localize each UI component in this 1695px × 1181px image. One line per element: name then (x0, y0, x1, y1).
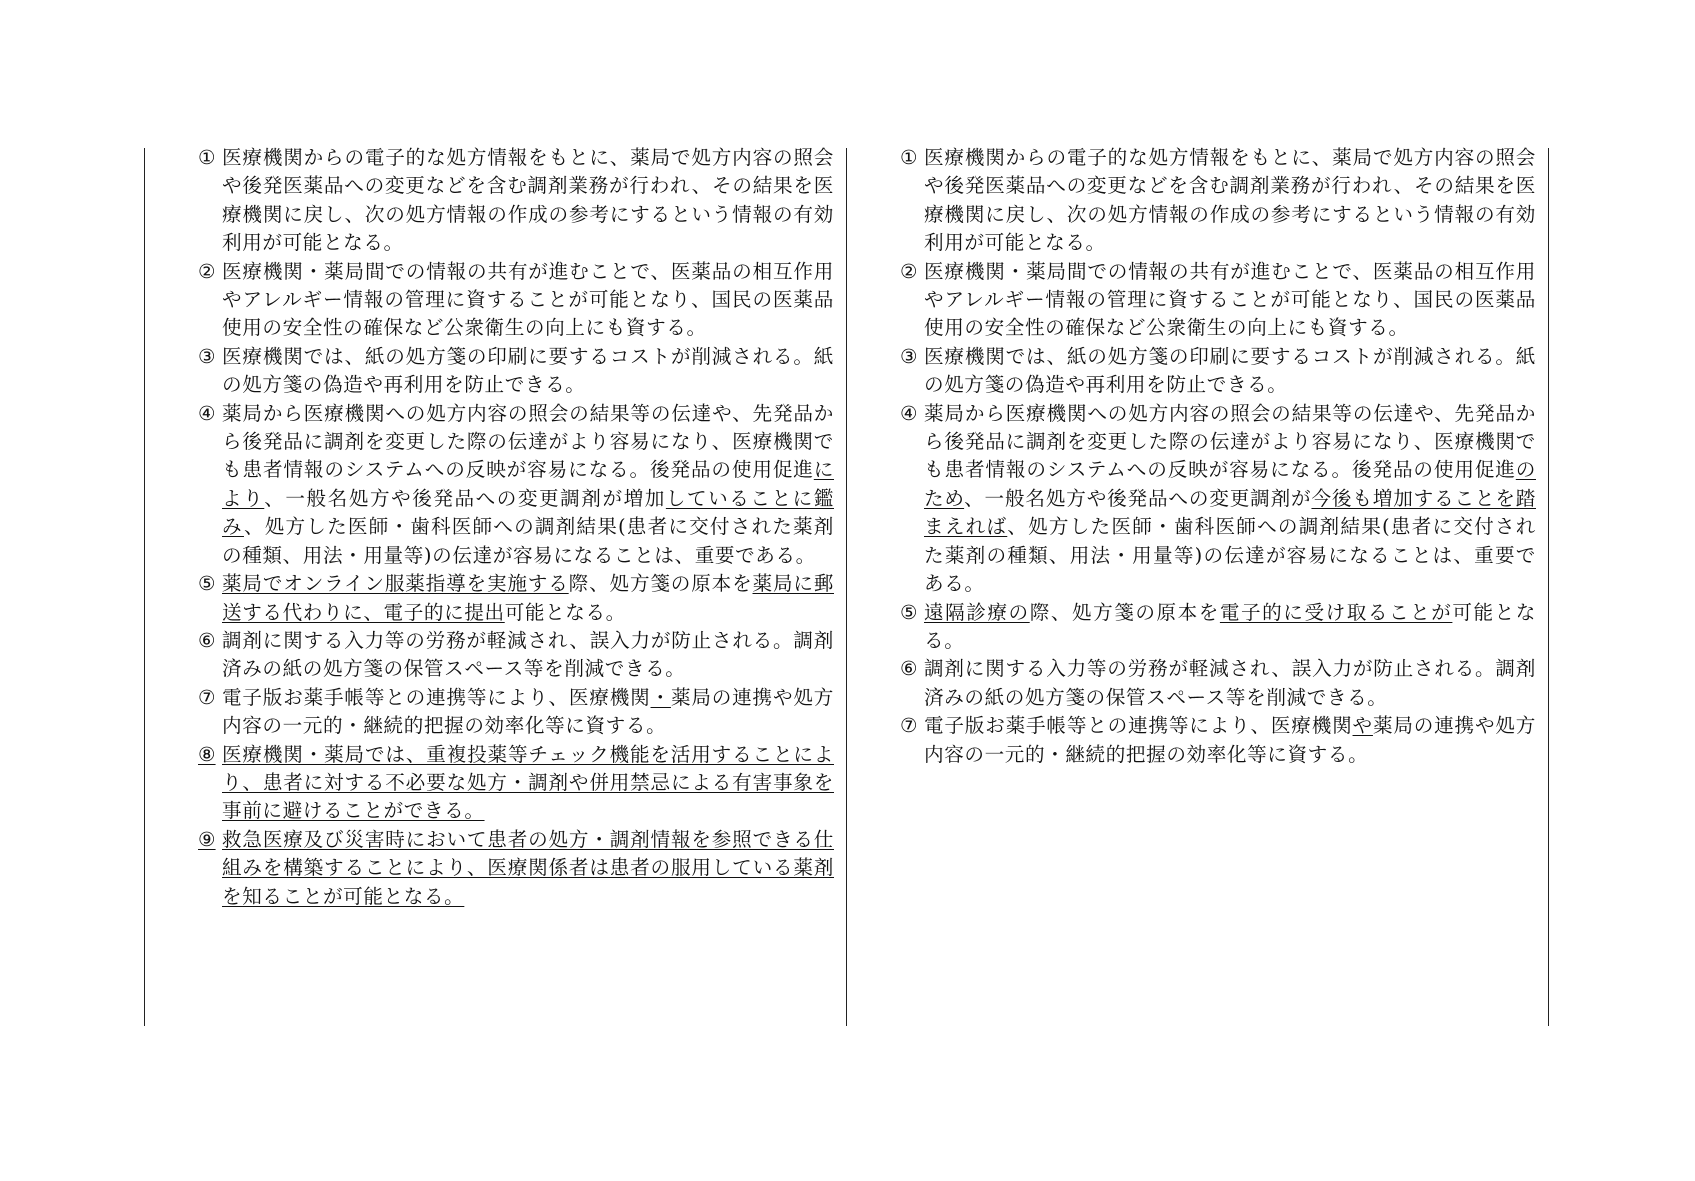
underlined-change: ・ (650, 685, 671, 709)
item-number: ⑨ (198, 827, 216, 851)
item-text (924, 400, 1536, 599)
item-number: ⑦ (900, 714, 918, 738)
text-segment: 薬局の連携や処方内容の一元的・継続的把握の効率化等に資する。 (222, 685, 834, 738)
item-number: ④ (198, 401, 216, 425)
item-number: ① (198, 146, 216, 169)
list-item (900, 599, 1536, 656)
underlined-change: 薬局でオンライン服薬指導を実施する (222, 572, 569, 596)
item-text (924, 599, 1536, 656)
item-text (222, 570, 834, 627)
text-segment: 、処方した医師・歯科医師への調剤結果(患者に交付された薬剤の種類、用法・用量等)の伝達が容易になることは、重要である。 (222, 515, 835, 567)
item-text: 医療機関では、紙の処方箋の印刷に要するコストが削減される。紙の処方箋の偽造や再利用を防止できる。 (924, 344, 1536, 397)
underlined-change: のため (924, 458, 1536, 510)
text-segment: 薬局から医療機関への処方内容の照会の結果等の伝達や、先発品から後発品に調剤を変更した際の伝達がより容易になり、医療機関でも患者情報のシステムへの反映が容易になる。後発品の使用促進 (222, 401, 834, 482)
text-segment: 、一般名処方や後発品への変更調剤が (964, 486, 1312, 510)
list-item (198, 826, 834, 911)
text-segment: 電子版お薬手帳等との連携等により、医療機関 (222, 685, 651, 709)
item-text: 調剤に関する入力等の労務が軽減され、誤入力が防止される。調剤済みの紙の処方箋の保管スペース等を削減できる。 (924, 657, 1536, 709)
right-column (900, 144, 1536, 769)
list-item (198, 258, 834, 343)
text-segment: 電子版お薬手帳等との連携等により、医療機関 (924, 714, 1353, 738)
item-text (924, 712, 1536, 769)
item-number: ③ (198, 344, 216, 368)
text-segment: 薬局から医療機関への処方内容の照会の結果等の伝達や、先発品から後発品に調剤を変更した際の伝達がより容易になり、医療機関でも患者情報のシステムへの反映が容易になる。後発品の使用促進 (924, 401, 1536, 482)
list-item (198, 741, 834, 826)
text-segment: 、処方した医師・歯科医師への調剤結果(患者に交付された薬剤の種類、用法・用量等)の伝達が容易になることは、重要である。 (924, 515, 1536, 596)
item-text: 医療機関からの電子的な処方情報をもとに、薬局で処方内容の照会や後発医薬品への変更などを含む調剤業務が行われ、その結果を医療機関に戻し、次の処方情報の作成の参考にするという情報の有効利用が可能となる。 (924, 146, 1536, 255)
item-text: 医療機関・薬局間での情報の共有が進むことで、医薬品の相互作用やアレルギー情報の管理に資することが可能となり、国民の医薬品使用の安全性の確保など公衆衛生の向上にも資する。 (222, 259, 834, 340)
item-number: ② (198, 259, 216, 283)
item-text: 医療機関・薬局では、重複投薬等チェック機能を活用することにより、患者に対する不必要な処方・調剤や併用禁忌による有害事象を事前に避けることができる。 (222, 742, 834, 823)
item-text (222, 400, 834, 570)
item-text: 調剤に関する入力等の労務が軽減され、誤入力が防止される。調剤済みの紙の処方箋の保管スペース等を削減できる。 (222, 628, 834, 681)
list-item (900, 144, 1536, 258)
underlined-change: や (1352, 714, 1373, 738)
list-item (198, 400, 834, 570)
item-number: ③ (900, 344, 918, 368)
text-segment: 可能となる。 (504, 600, 626, 624)
text-segment: 際、処方箋の原本を (1029, 600, 1220, 624)
text-segment: 薬局の連携や処方内容の一元的・継続的把握の効率化等に資する。 (924, 714, 1536, 766)
underlined-change: 今後も増加することを踏まえれば (924, 486, 1536, 539)
underlined-change: により (222, 458, 834, 510)
middle-divider-line (846, 148, 847, 1026)
underlined-change: 遠隔診療の (924, 600, 1030, 624)
list-item (900, 655, 1536, 712)
item-text: 医療機関・薬局間での情報の共有が進むことで、医薬品の相互作用やアレルギー情報の管理に資することが可能となり、国民の医薬品使用の安全性の確保など公衆衛生の向上にも資する。 (924, 259, 1536, 340)
list-item (900, 258, 1536, 343)
item-number: ⑤ (198, 572, 216, 596)
item-text: 救急医療及び災害時において患者の処方・調剤情報を参照できる仕組みを構築することにより、医療関係者は患者の服用している薬剤を知ることが可能となる。 (222, 827, 834, 908)
list-item (198, 343, 834, 400)
item-number: ⑧ (198, 742, 216, 766)
underlined-change: 薬局に郵送する代わりに、電子的に提出 (222, 572, 834, 624)
text-segment: 際、処方箋の原本を (568, 572, 753, 596)
left-border-line (144, 148, 145, 1026)
left-column (198, 144, 834, 911)
item-number: ① (900, 146, 918, 169)
right-border-line (1548, 148, 1549, 1026)
list-item (900, 343, 1536, 400)
text-segment: 可能となる。 (924, 600, 1537, 652)
item-text (222, 684, 834, 741)
list-item (198, 144, 834, 258)
item-number: ④ (900, 401, 918, 425)
list-item (900, 712, 1536, 769)
underlined-change: 電子的に受け取ることが (1219, 600, 1453, 624)
item-text: 医療機関からの電子的な処方情報をもとに、薬局で処方内容の照会や後発医薬品への変更などを含む調剤業務が行われ、その結果を医療機関に戻し、次の処方情報の作成の参考にするという情報の有効利用が可能となる。 (222, 146, 834, 255)
list-item (900, 400, 1536, 599)
list-item (198, 684, 834, 741)
list-item (198, 570, 834, 627)
underlined-change: していることに鑑み (222, 486, 834, 539)
item-text: 医療機関では、紙の処方箋の印刷に要するコストが削減される。紙の処方箋の偽造や再利用を防止できる。 (222, 344, 834, 397)
item-number: ⑥ (900, 657, 918, 681)
text-segment: 、一般名処方や後発品への変更調剤が増加 (264, 486, 666, 510)
item-number: ⑦ (198, 685, 216, 709)
item-number: ⑥ (198, 628, 216, 652)
item-number: ② (900, 259, 918, 283)
item-number: ⑤ (900, 600, 918, 624)
list-item (198, 627, 834, 684)
